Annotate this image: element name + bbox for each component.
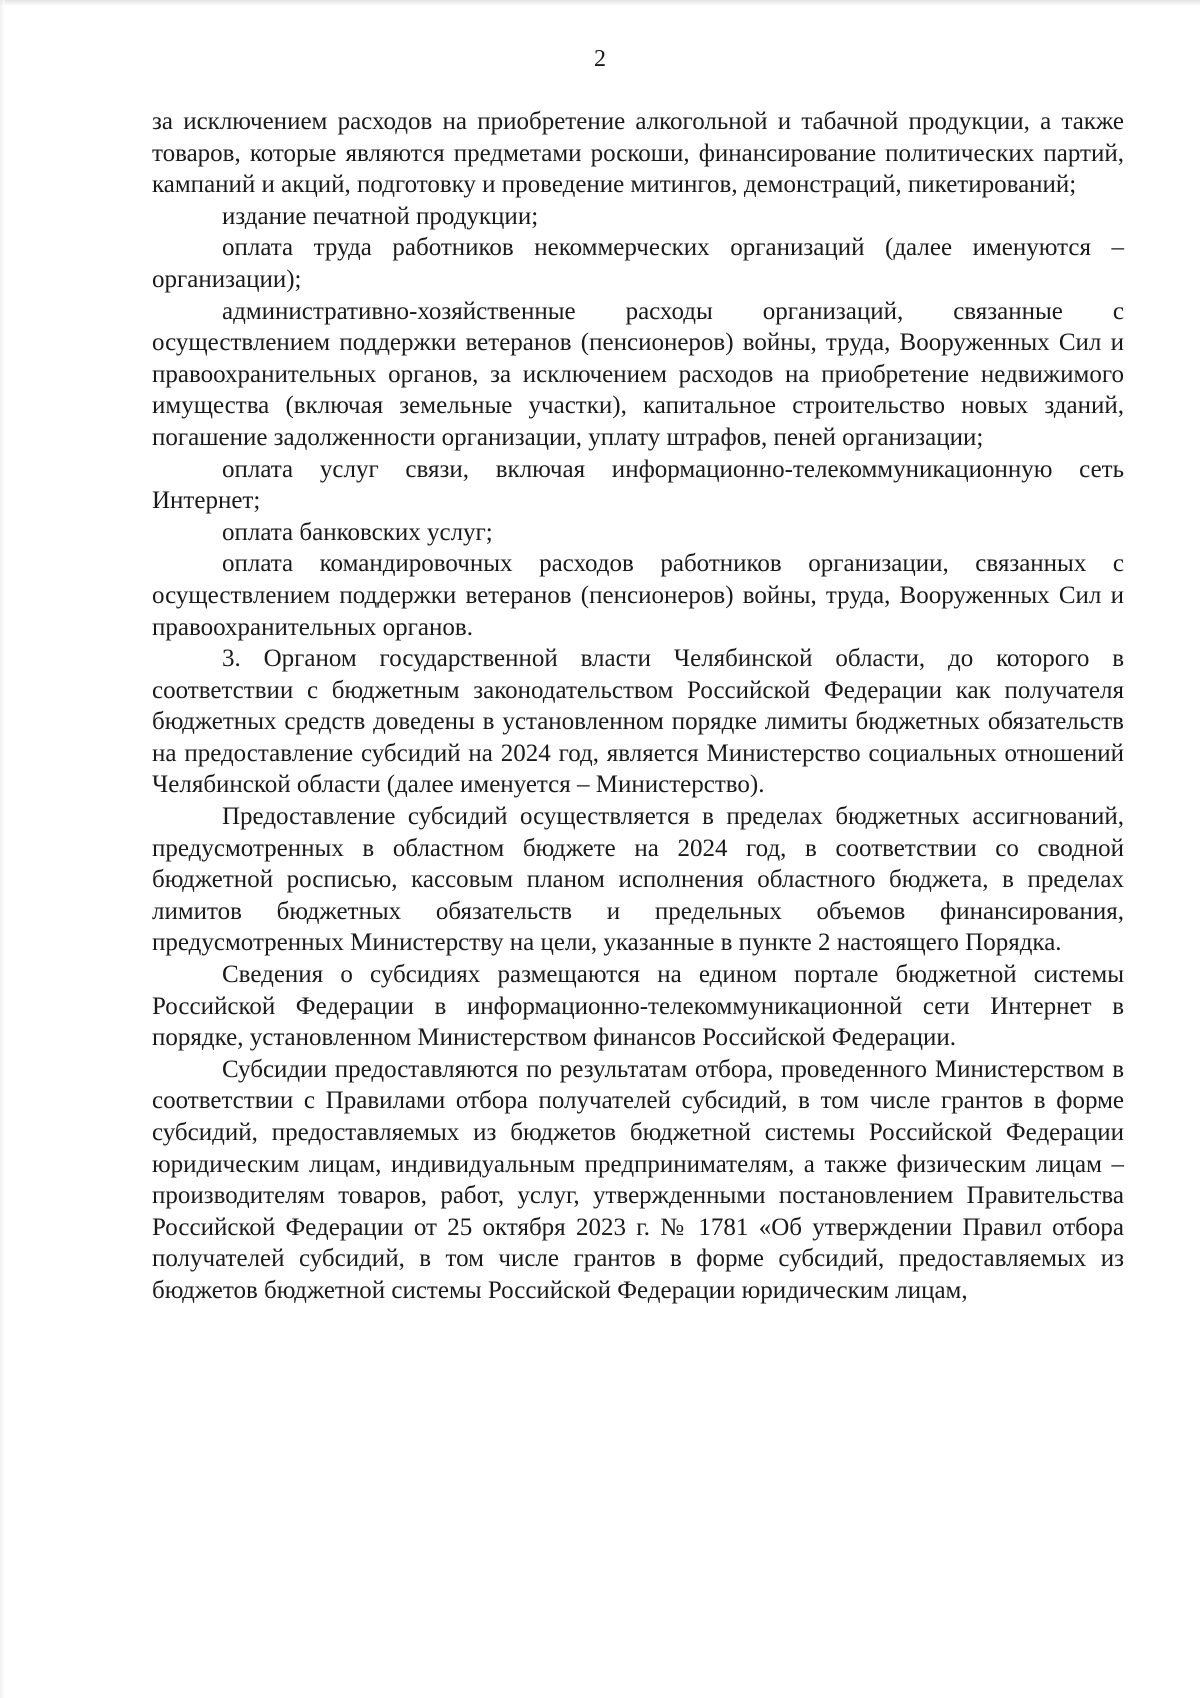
paragraph-travel-expenses: оплата командировочных расходов работников организации, связанных с осуществлением поддержки ветеранов (пенсионеров) войны, труда, Вооруженных Сил и правоохранительных органов. (152, 550, 1124, 641)
paragraph-expenses-exclusions: за исключением расходов на приобретение алкогольной и табачной продукции, а также товаров, которые являются предметами роскоши, финансирование политических партий, кампаний и акций, подготовку и проведение митингов, демонстраций, пикетирований; (152, 108, 1124, 199)
scan-edge-top (0, 0, 1200, 6)
scan-edge-left (0, 0, 5, 1698)
page-number: 2 (594, 46, 606, 72)
paragraph-labor-payment: оплата труда работников некоммерческих организаций (далее именуются – организации); (152, 234, 1124, 293)
document-body (152, 106, 1124, 1307)
paragraph-subsidy-provision: Предоставление субсидий осуществляется в пределах бюджетных ассигнований, предусмотренных в областном бюджете на 2024 год, в соответствии со сводной бюджетной росписью, кассовым планом исполнения областного бюджета, в пределах лимитов бюджетных обязательств и предельных объемов финансирования, предусмотренных Министерству на цели, указанные в пункте 2 настоящего Порядка. (152, 803, 1124, 957)
paragraph-administrative-expenses: административно-хозяйственные расходы организаций, связанные с осуществлением поддержки ветеранов (пенсионеров) войны, труда, Вооруженных Сил и правоохранительных органов, за исключением расходов на приобретение недвижимого имущества (включая земельные участки), капитальное строительство новых зданий, погашение задолженности организации, уплату штрафов, пеней организации; (152, 297, 1124, 451)
paragraph-subsidy-information: Сведения о субсидиях размещаются на едином портале бюджетной системы Российской Федерации в информационно-телекоммуникационной сети Интернет в порядке, установленном Министерством финансов Российской Федерации. (152, 961, 1124, 1052)
paragraph-communication-services: оплата услуг связи, включая информационно-телекоммуникационную сеть Интернет; (152, 455, 1124, 515)
paragraph-banking-services: оплата банковских услуг; (222, 518, 493, 546)
paragraph-clause-3-authority: 3. Органом государственной власти Челябинской области, до которого в соответствии с бюджетным законодательством Российской Федерации как получателя бюджетных средств доведены в установленном порядке лимиты бюджетных обязательств на предоставление субсидий на 2024 год, является Министерство социальных отношений Челябинской области (далее именуется – Министерство). (152, 645, 1124, 799)
paragraph-printed-matter: издание печатной продукции; (222, 202, 539, 230)
paragraph-selection-results: Субсидии предоставляются по результатам отбора, проведенного Министерством в соответствии с Правилами отбора получателей субсидий, в том числе грантов в форме субсидий, предоставляемых из бюджетов бюджетной системы Российской Федерации юридическим лицам, индивидуальным предпринимателям, а также физическим лицам – производителям товаров, работ, услуг, утвержденными постановлением Правительства Российской Федерации от 25 октября 2023 г. № 1781 «Об утверждении Правил отбора получателей субсидий, в том числе грантов в форме субсидий, предоставляемых из бюджетов бюджетной системы Российской Федерации юридическим лицам, (152, 1055, 1124, 1304)
